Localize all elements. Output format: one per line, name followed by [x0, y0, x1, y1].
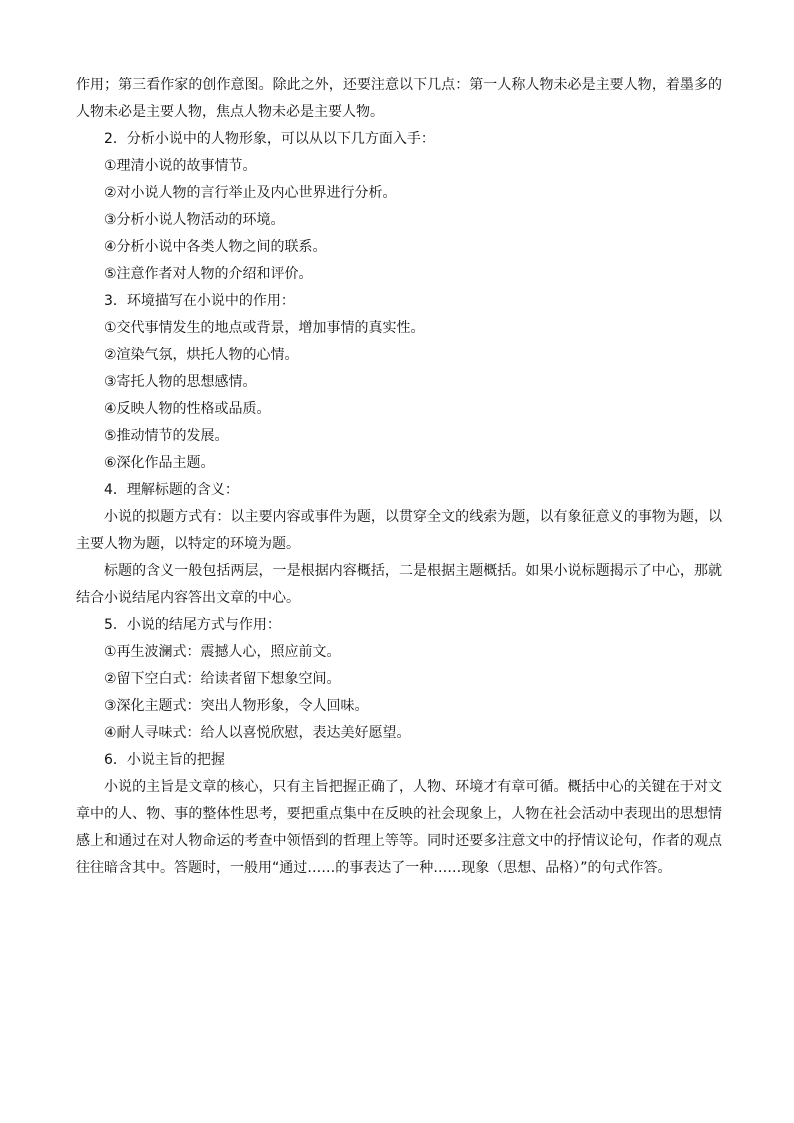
list-item: ②留下空白式：给读者留下想象空间。	[104, 671, 341, 687]
list-item: ③寄托人物的思想感情。	[104, 374, 257, 390]
list-item: ③深化主题式：突出人物形象，令人回味。	[104, 698, 369, 714]
list-item: ⑤注意作者对人物的介绍和评价。	[104, 266, 313, 282]
section-heading-2: 2．分析小说中的人物形象，可以从以下几方面入手：	[104, 131, 435, 147]
list-item: ④分析小说中各类人物之间的联系。	[104, 239, 327, 255]
section-heading-4: 4．理解标题的含义：	[104, 482, 239, 498]
section-heading-5: 5．小说的结尾方式与作用：	[104, 617, 281, 633]
list-item: ①再生波澜式：震撼人心，照应前文。	[104, 644, 341, 660]
list-item: ⑥深化作品主题。	[104, 455, 215, 471]
text-line: 感上和通过在对人物命运的考查中领悟到的哲理上等等。同时还要多注意文中的抒情议论句，作者的观点	[76, 833, 722, 849]
text-line: 作用；第三看作家的创作意图。除此之外，还要注意以下几点：第一人称人物未必是主要人物，着墨多的	[76, 77, 722, 93]
text-line: 章中的人、物、事的整体性思考，要把重点集中在反映的社会现象上，人物在社会活动中表现出的思想情	[76, 806, 722, 822]
text-line: 小说的主旨是文章的核心，只有主旨把握正确了，人物、环境才有章可循。概括中心的关键在于对文	[104, 779, 722, 795]
list-item: ②对小说人物的言行举止及内心世界进行分析。	[104, 185, 397, 201]
section-heading-6: 6．小说主旨的把握	[104, 752, 225, 768]
document-body	[76, 72, 722, 882]
text-line: 小说的拟题方式有：以主要内容或事件为题，以贯穿全文的线索为题，以有象征意义的事物为题，以	[104, 509, 722, 525]
list-item: ⑤推动情节的发展。	[104, 428, 229, 444]
text-line: 人物未必是主要人物，焦点人物未必是主要人物。	[76, 104, 384, 120]
text-line: 结合小说结尾内容答出文章的中心。	[76, 590, 300, 606]
list-item: ③分析小说人物活动的环境。	[104, 212, 285, 228]
list-item: ④耐人寻味式：给人以喜悦欣慰，表达美好愿望。	[104, 725, 411, 741]
list-item: ④反映人物的性格或品质。	[104, 401, 271, 417]
list-item: ①理清小说的故事情节。	[104, 158, 257, 174]
section-heading-3: 3．环境描写在小说中的作用：	[104, 293, 295, 309]
list-item: ①交代事情发生的地点或背景，增加事情的真实性。	[104, 320, 425, 336]
list-item: ②渲染气氛，烘托人物的心情。	[104, 347, 299, 363]
text-line: 标题的含义一般包括两层，一是根据内容概括，二是根据主题概括。如果小说标题揭示了中心，那就	[104, 563, 722, 579]
text-line: 往往暗含其中。答题时，一般用“通过……的事表达了一种……现象（思想、品格）”的句式作答。	[76, 860, 672, 876]
text-line: 主要人物为题，以特定的环境为题。	[76, 536, 300, 552]
